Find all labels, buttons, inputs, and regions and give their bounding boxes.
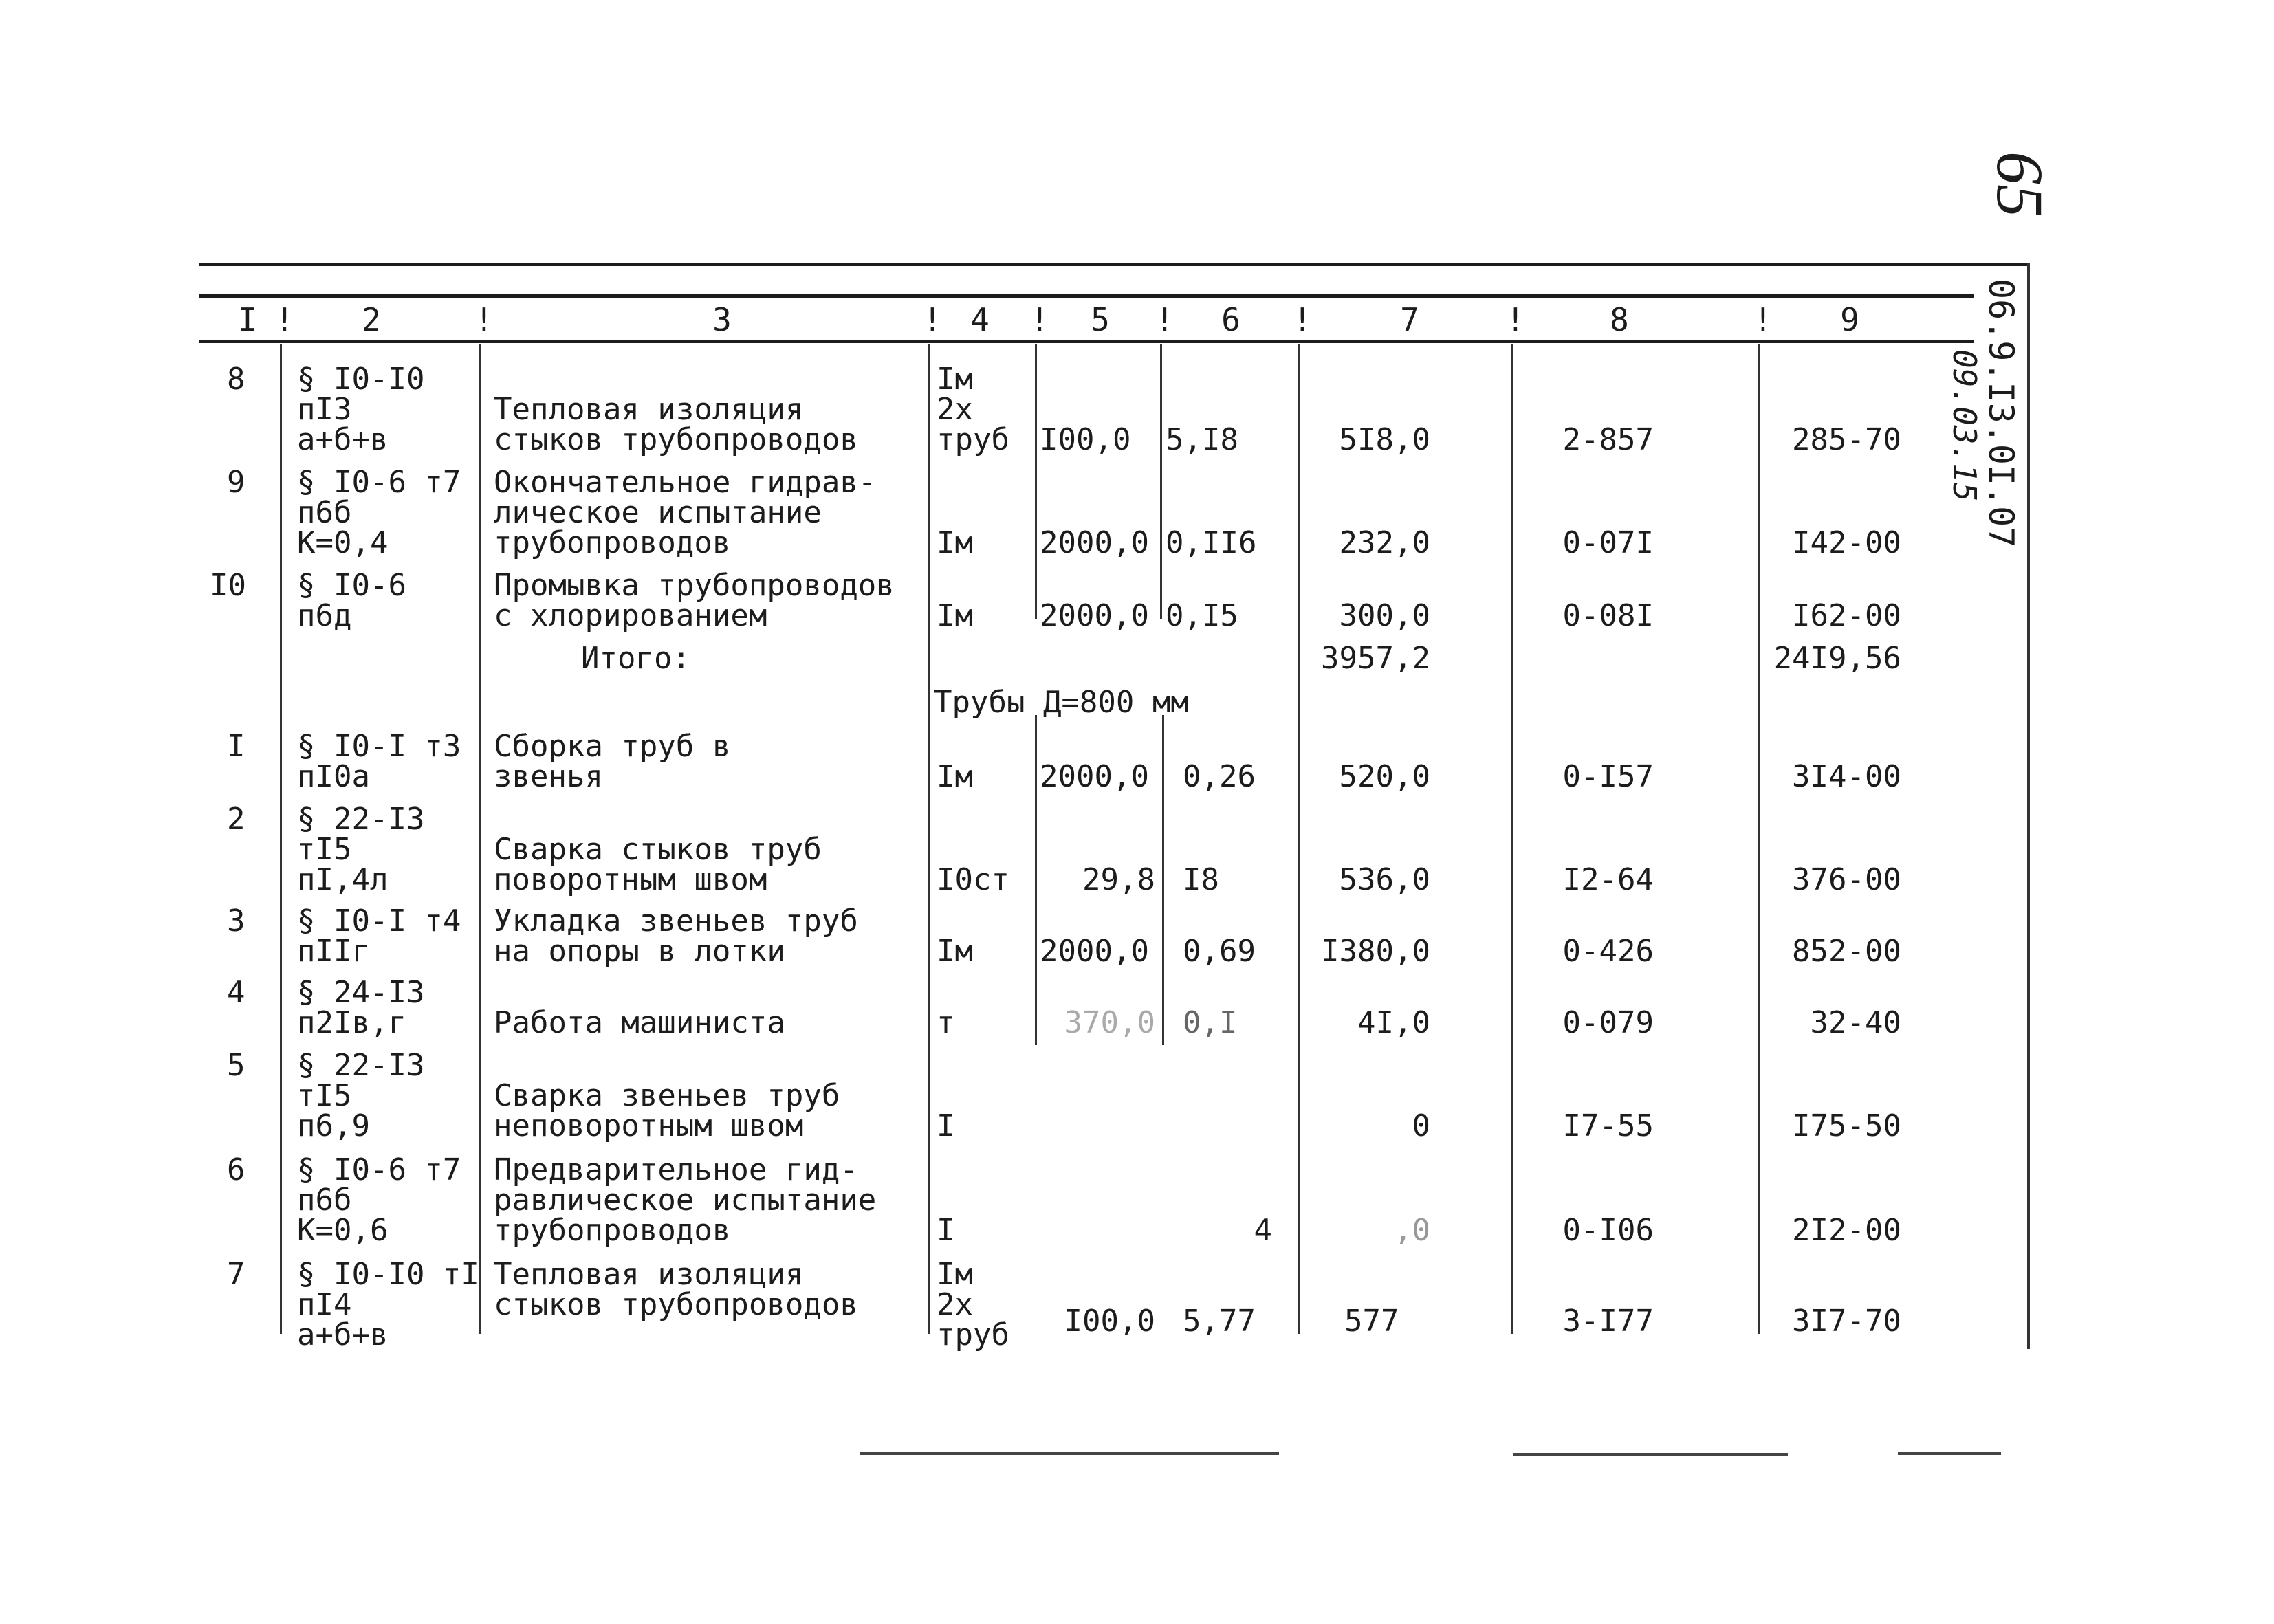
table-cell: тI5 bbox=[297, 1078, 352, 1113]
table-cell: 8 bbox=[227, 362, 245, 397]
table-cell: 376-00 bbox=[1792, 862, 1901, 897]
table-cell: Iм bbox=[937, 934, 973, 969]
col-sep-5b bbox=[1035, 715, 1037, 1045]
table-cell: 300,0 bbox=[1339, 598, 1430, 633]
table-cell: 2000,0 bbox=[1040, 759, 1149, 794]
table-cell: § I0-6 bbox=[297, 568, 406, 603]
table-cell: I0 bbox=[210, 568, 246, 603]
table-cell: I00,0 bbox=[1064, 1304, 1155, 1339]
table-cell: 2000,0 bbox=[1040, 525, 1149, 560]
table-cell: Тепловая изоляция bbox=[494, 392, 804, 427]
table-cell: 29,8 bbox=[1082, 862, 1155, 897]
table-cell: § I0-I т4 bbox=[297, 903, 461, 939]
total-col-9: 24I9,56 bbox=[1773, 641, 1901, 676]
col-sep-6 bbox=[1298, 344, 1300, 1334]
table-cell: пI3 bbox=[297, 392, 352, 427]
table-cell: а+б+в bbox=[297, 422, 389, 457]
header-separator: ! bbox=[1030, 301, 1049, 338]
table-cell: 7 bbox=[227, 1257, 245, 1292]
table-cell: 0 bbox=[1412, 1108, 1430, 1143]
table-cell: Предварительное гид- bbox=[494, 1152, 858, 1187]
table-cell: К=0,6 bbox=[297, 1213, 389, 1248]
table-cell: 5 bbox=[227, 1048, 245, 1083]
table-cell: 3I4-00 bbox=[1792, 759, 1901, 794]
col-sep-6b bbox=[1162, 715, 1164, 1045]
table-cell: 2000,0 bbox=[1040, 598, 1149, 633]
table-cell: 2-857 bbox=[1562, 422, 1654, 457]
table-cell: п6,9 bbox=[297, 1108, 370, 1143]
table-cell: на опоры в лотки bbox=[494, 934, 785, 969]
table-cell: § I0-I0 bbox=[297, 362, 425, 397]
side-code-date: 09.03.15 bbox=[1946, 349, 1983, 502]
table-cell: 2I2-00 bbox=[1792, 1213, 1901, 1248]
table-cell: 5,77 bbox=[1183, 1304, 1256, 1339]
table-cell: Iм bbox=[937, 759, 973, 794]
table-cell: труб bbox=[937, 422, 1009, 457]
table-cell: 4 bbox=[1254, 1213, 1272, 1248]
table-cell: 520,0 bbox=[1339, 759, 1430, 794]
header-separator: ! bbox=[474, 301, 494, 338]
table-cell: а+б+в bbox=[297, 1317, 389, 1352]
header-col-2: 2 bbox=[362, 301, 381, 338]
total-col-7: 3957,2 bbox=[1321, 641, 1430, 676]
table-cell: стыков трубопроводов bbox=[494, 422, 858, 457]
table-cell: I bbox=[227, 729, 245, 764]
table-cell: Окончательное гидрав- bbox=[494, 465, 877, 500]
table-cell: тI5 bbox=[297, 832, 352, 867]
header-col-9: 9 bbox=[1840, 301, 1859, 338]
table-cell: 6 bbox=[227, 1152, 245, 1187]
table-cell: 0,I5 bbox=[1166, 598, 1238, 633]
table-cell: Сварка стыков труб bbox=[494, 832, 822, 867]
table-cell: 0-07I bbox=[1562, 525, 1654, 560]
table-cell: § 24-I3 bbox=[297, 975, 425, 1010]
table-cell: трубопроводов bbox=[494, 525, 731, 560]
header-bottom-rule bbox=[199, 340, 1974, 343]
table-cell: равлическое испытание bbox=[494, 1183, 877, 1218]
table-cell: 0,I bbox=[1183, 1005, 1238, 1040]
table-cell: 0-I06 bbox=[1562, 1213, 1654, 1248]
table-cell: 577 bbox=[1344, 1304, 1399, 1339]
total-label: Итого: bbox=[581, 641, 690, 676]
header-separator: ! bbox=[1506, 301, 1525, 338]
col-sep-4 bbox=[1035, 344, 1037, 619]
table-cell: § I0-I0 тI bbox=[297, 1257, 479, 1292]
table-cell: п2Iв,г bbox=[297, 1005, 406, 1040]
col-sep-8 bbox=[1758, 344, 1760, 1334]
table-cell: п6б bbox=[297, 495, 352, 530]
table-top-border bbox=[199, 263, 2029, 266]
table-cell: Iм bbox=[937, 1257, 973, 1292]
table-cell: Сварка звеньев труб bbox=[494, 1078, 840, 1113]
table-cell: поворотным швом bbox=[494, 862, 767, 897]
header-col-1: I bbox=[238, 301, 257, 338]
table-cell: 2000,0 bbox=[1040, 934, 1149, 969]
header-col-3: 3 bbox=[712, 301, 732, 338]
table-cell: труб bbox=[937, 1317, 1009, 1352]
col-sep-5 bbox=[1160, 344, 1162, 619]
table-cell: Сборка труб в bbox=[494, 729, 731, 764]
table-cell: I2-64 bbox=[1562, 862, 1654, 897]
table-cell: 2x bbox=[937, 1287, 973, 1322]
header-col-5: 5 bbox=[1091, 301, 1110, 338]
table-cell: I62-00 bbox=[1792, 598, 1901, 633]
table-right-border bbox=[2027, 263, 2030, 1349]
table-cell: Промывка трубопроводов bbox=[494, 568, 895, 603]
table-cell: 285-70 bbox=[1792, 422, 1901, 457]
table-cell: I bbox=[937, 1213, 955, 1248]
table-cell: пIIг bbox=[297, 934, 370, 969]
table-cell: 852-00 bbox=[1792, 934, 1901, 969]
table-cell: т bbox=[937, 1005, 955, 1040]
col-sep-2 bbox=[479, 344, 481, 1334]
table-cell: 0-426 bbox=[1562, 934, 1654, 969]
col-sep-1 bbox=[280, 344, 282, 1334]
table-cell: 4 bbox=[227, 975, 245, 1010]
table-cell: I0ст bbox=[937, 862, 1009, 897]
table-cell: пI4 bbox=[297, 1287, 352, 1322]
header-separator: ! bbox=[1753, 301, 1773, 338]
table-cell: Iм bbox=[937, 598, 973, 633]
table-cell: 32-40 bbox=[1810, 1005, 1901, 1040]
table-cell: 3I7-70 bbox=[1792, 1304, 1901, 1339]
table-cell: § I0-6 т7 bbox=[297, 465, 461, 500]
table-cell: I00,0 bbox=[1040, 422, 1131, 457]
table-cell: трубопроводов bbox=[494, 1213, 731, 1248]
col-sep-7 bbox=[1511, 344, 1513, 1334]
table-cell: Тепловая изоляция bbox=[494, 1257, 804, 1292]
side-code: 06.9.I3.0I.07 bbox=[1981, 278, 2021, 548]
table-cell: пI,4л bbox=[297, 862, 389, 897]
table-cell: I8 bbox=[1183, 862, 1219, 897]
table-cell: 9 bbox=[227, 465, 245, 500]
table-cell: 3 bbox=[227, 903, 245, 939]
section-title: Трубы Д=800 мм bbox=[934, 685, 1189, 720]
table-cell: 5,I8 bbox=[1166, 422, 1238, 457]
footer-line-2 bbox=[1513, 1453, 1788, 1456]
table-cell: Iм bbox=[937, 362, 973, 397]
header-col-7: 7 bbox=[1400, 301, 1419, 338]
table-cell: п6б bbox=[297, 1183, 352, 1218]
table-cell: 3-I77 bbox=[1562, 1304, 1654, 1339]
table-cell: 5I8,0 bbox=[1339, 422, 1430, 457]
table-cell: 0-08I bbox=[1562, 598, 1654, 633]
table-cell: 2 bbox=[227, 802, 245, 837]
table-cell: 2x bbox=[937, 392, 973, 427]
table-cell: лическое испытание bbox=[494, 495, 822, 530]
table-cell: Укладка звеньев труб bbox=[494, 903, 858, 939]
table-cell: § 22-I3 bbox=[297, 1048, 425, 1083]
table-cell: 232,0 bbox=[1339, 525, 1430, 560]
table-cell: К=0,4 bbox=[297, 525, 389, 560]
table-cell: пI0а bbox=[297, 759, 370, 794]
page-number: 65 bbox=[1983, 151, 2057, 217]
table-cell: I380,0 bbox=[1321, 934, 1430, 969]
header-col-4: 4 bbox=[970, 301, 990, 338]
table-cell: 0,II6 bbox=[1166, 525, 1257, 560]
table-cell: 536,0 bbox=[1339, 862, 1430, 897]
table-cell: ,0 bbox=[1394, 1213, 1430, 1248]
table-cell: 0-079 bbox=[1562, 1005, 1654, 1040]
header-separator: ! bbox=[275, 301, 294, 338]
table-cell: I42-00 bbox=[1792, 525, 1901, 560]
table-cell: Работа машиниста bbox=[494, 1005, 785, 1040]
table-cell: 0,26 bbox=[1183, 759, 1256, 794]
header-separator: ! bbox=[923, 301, 942, 338]
table-cell: Iм bbox=[937, 525, 973, 560]
table-cell: § 22-I3 bbox=[297, 802, 425, 837]
table-cell: § I0-6 т7 bbox=[297, 1152, 461, 1187]
table-cell: I7-55 bbox=[1562, 1108, 1654, 1143]
table-cell: 0,69 bbox=[1183, 934, 1256, 969]
header-separator: ! bbox=[1293, 301, 1312, 338]
table-cell: 0-I57 bbox=[1562, 759, 1654, 794]
table-cell: звенья bbox=[494, 759, 603, 794]
table-cell: I bbox=[937, 1108, 955, 1143]
header-col-6: 6 bbox=[1221, 301, 1240, 338]
header-separator: ! bbox=[1155, 301, 1174, 338]
footer-line-1 bbox=[860, 1452, 1279, 1455]
header-top-rule bbox=[199, 294, 1974, 298]
table-cell: 4I,0 bbox=[1357, 1005, 1430, 1040]
footer-line-3 bbox=[1898, 1452, 2001, 1455]
table-cell: § I0-I т3 bbox=[297, 729, 461, 764]
table-cell: стыков трубопроводов bbox=[494, 1287, 858, 1322]
table-cell: 370,0 bbox=[1064, 1005, 1155, 1040]
col-sep-3 bbox=[928, 344, 930, 1334]
table-cell: I75-50 bbox=[1792, 1108, 1901, 1143]
table-cell: неповоротным швом bbox=[494, 1108, 804, 1143]
header-col-8: 8 bbox=[1610, 301, 1629, 338]
table-cell: с хлорированием bbox=[494, 598, 767, 633]
table-cell: п6д bbox=[297, 598, 352, 633]
